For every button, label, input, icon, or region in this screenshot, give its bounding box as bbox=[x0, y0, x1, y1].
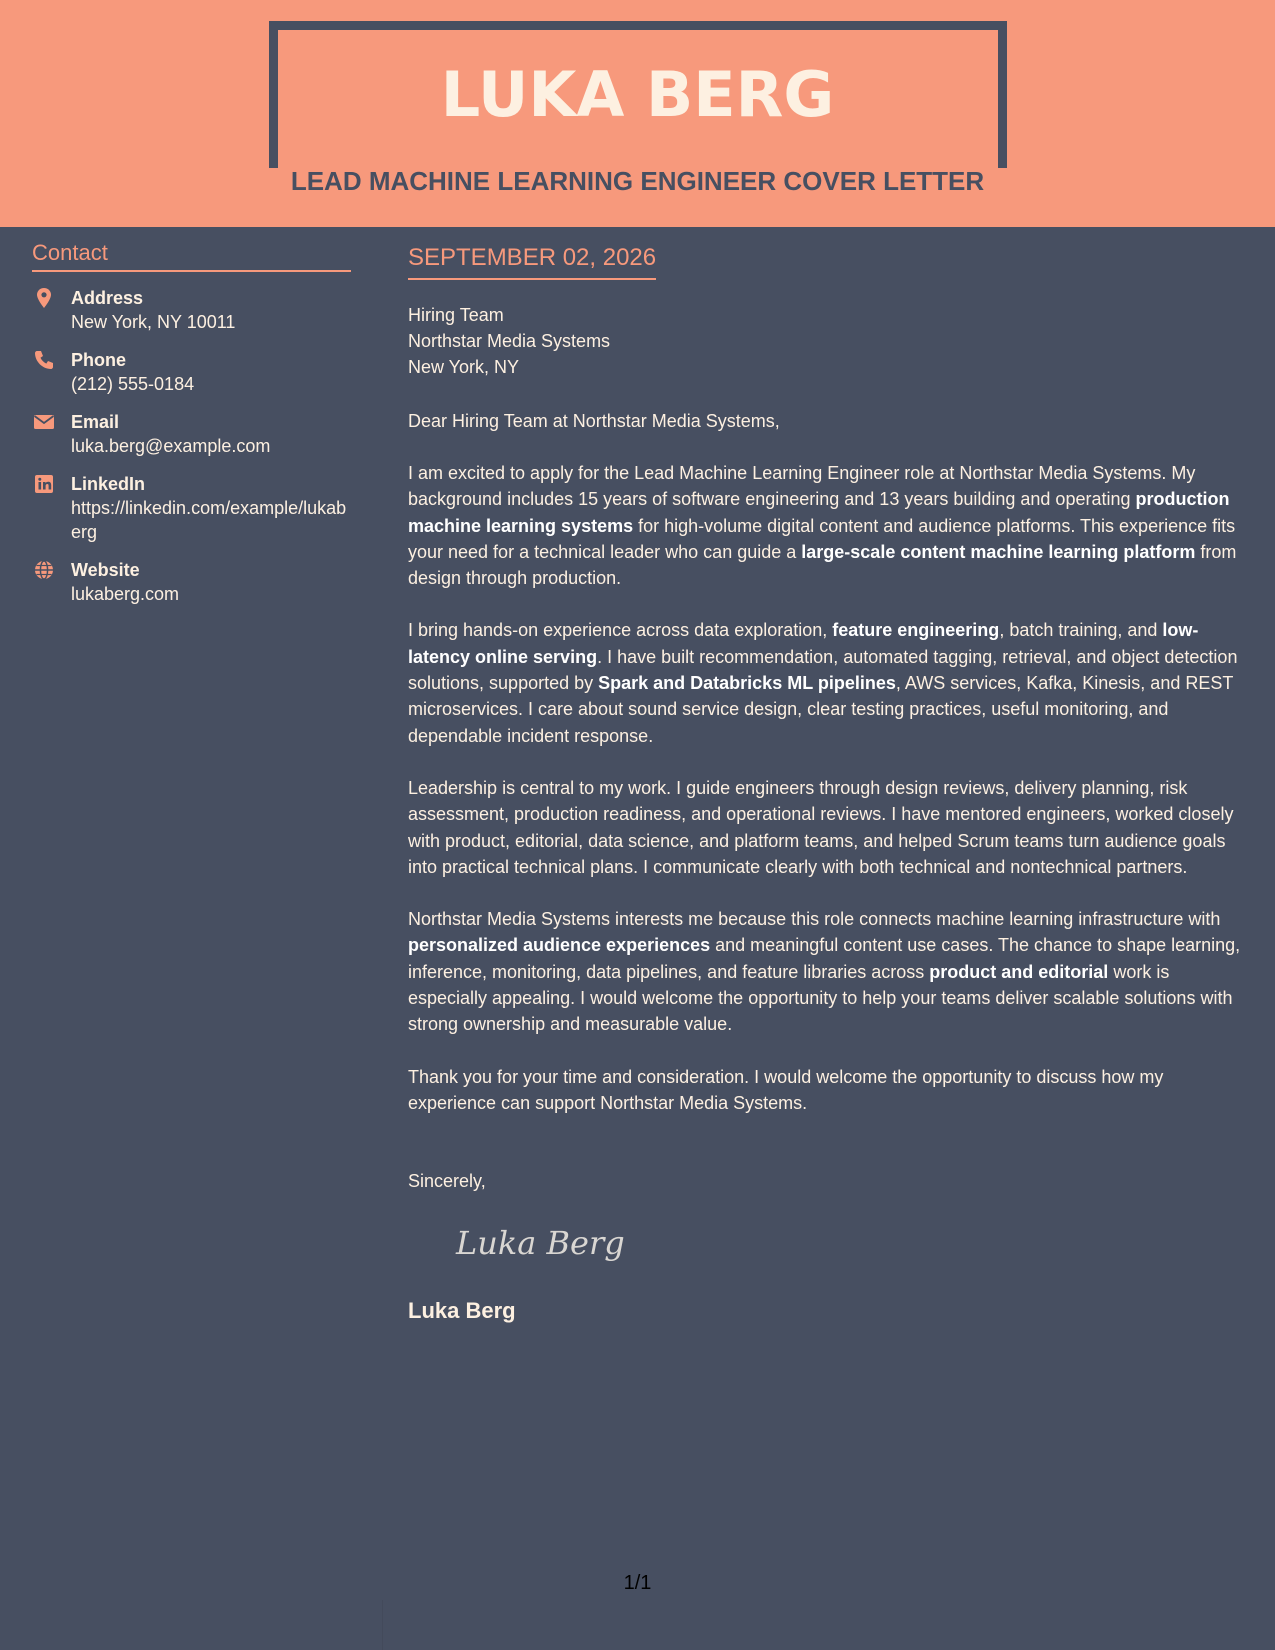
signature bbox=[454, 1216, 1250, 1272]
paragraph-text: I bring hands-on experience across data exploration, bbox=[408, 620, 833, 641]
contact-sidebar bbox=[32, 240, 351, 606]
paragraph-text: . I have built recommendation, automated tagging, retrieval, and object detection solutions, supported by bbox=[408, 646, 1238, 694]
globe-icon bbox=[32, 559, 56, 581]
signer-name: Luka Berg bbox=[408, 1298, 516, 1324]
signature-text: Luka Berg bbox=[456, 1224, 625, 1263]
paragraph-text: Northstar Media Systems interests me because this role connects machine learning infrastructure with bbox=[408, 909, 1221, 930]
salutation: Dear Hiring Team at Northstar Media Systems, bbox=[408, 411, 780, 431]
contact-linkedin bbox=[32, 472, 351, 544]
paragraph bbox=[408, 775, 1250, 880]
paragraph-text: and meaningful content use cases. The chance to shape learning, inference, monitoring, data pipelines, and feature libraries across bbox=[408, 935, 1241, 982]
email-label: Email bbox=[71, 412, 120, 432]
letter-body bbox=[408, 244, 1250, 1324]
address-label: Address bbox=[71, 288, 144, 308]
phone-label: Phone bbox=[71, 350, 127, 370]
contact-heading: Contact bbox=[32, 240, 351, 272]
document-title: LEAD MACHINE LEARNING ENGINEER COVER LETTER bbox=[290, 166, 985, 196]
paragraph-text: for high-volume digital content and audience platforms. This experience fits your need for a technical leader who can guide a bbox=[408, 515, 1236, 562]
recipient-line: Northstar Media Systems bbox=[408, 331, 611, 351]
divider bbox=[382, 1600, 383, 1650]
envelope-icon bbox=[32, 411, 56, 433]
recipient-block bbox=[408, 302, 1250, 380]
highlight-text: Spark and Databricks ML pipelines bbox=[598, 673, 896, 694]
phone-icon bbox=[32, 349, 56, 371]
paragraph bbox=[408, 460, 1250, 591]
paragraph bbox=[408, 1064, 1250, 1117]
paragraph-text: , batch training, and bbox=[999, 620, 1163, 641]
highlight-text: feature engineering bbox=[832, 620, 1000, 641]
highlight-text: product and editorial bbox=[929, 961, 1109, 982]
paragraph-text: Leadership is central to my work. I guide engineers through design reviews, delivery planning, risk assessment, production readiness, and operational reviews. I have mentored engineers, worked closely with product, editorial, data science, and platform teams, and helped Scrum teams turn audience goals into practical technical plans. I communicate clearly with both technical and nontechnical partners. bbox=[408, 777, 1234, 877]
closing: Sincerely, bbox=[408, 1171, 486, 1192]
address-value: New York, NY 10011 bbox=[71, 312, 236, 332]
linkedin-icon bbox=[32, 473, 56, 495]
letter-date: SEPTEMBER 02, 2026 bbox=[408, 244, 656, 280]
paragraph-text: , AWS services, Kafka, Kinesis, and REST microservices. I care about sound service design, clear testing practices, useful monitoring, and dependable incident response. bbox=[408, 673, 1234, 746]
contact-website bbox=[32, 558, 351, 606]
phone-value: (212) 555-0184 bbox=[71, 374, 195, 394]
highlight-text: large-scale content machine learning platform bbox=[801, 541, 1196, 562]
paragraph-text: from design through production. bbox=[408, 541, 1237, 589]
email-value: luka.berg@example.com bbox=[71, 436, 271, 456]
page-number: 1/1 bbox=[623, 1572, 652, 1594]
contact-email bbox=[32, 410, 351, 458]
linkedin-value[interactable]: https://linkedin.com/example/lukaberg bbox=[71, 498, 347, 542]
highlight-text: production machine learning systems bbox=[408, 489, 1230, 536]
contact-phone bbox=[32, 348, 351, 396]
linkedin-label: LinkedIn bbox=[71, 474, 146, 494]
paragraph bbox=[408, 617, 1250, 748]
recipient-line: Hiring Team bbox=[408, 305, 504, 325]
highlight-text: personalized audience experiences bbox=[408, 935, 711, 956]
paragraph-text: I am excited to apply for the Lead Machine Learning Engineer role at Northstar Media Systems. My background includes 15 years of software engineering and 13 years building and operating bbox=[408, 463, 1196, 510]
highlight-text: low-latency online serving bbox=[408, 620, 1199, 667]
map-pin-icon bbox=[32, 287, 56, 309]
paragraph-text: work is especially appealing. I would welcome the opportunity to help your teams deliver scalable solutions with strong ownership and measurable value. bbox=[408, 961, 1233, 1035]
applicant-name: LUKA BERG bbox=[440, 58, 835, 131]
paragraph bbox=[408, 906, 1250, 1037]
website-label: Website bbox=[71, 560, 140, 580]
contact-address bbox=[32, 286, 351, 334]
website-value[interactable]: lukaberg.com bbox=[71, 584, 180, 604]
recipient-line: New York, NY bbox=[408, 357, 520, 377]
paragraph-text: Thank you for your time and consideration. I would welcome the opportunity to discuss how my experience can support Northstar Media Systems. bbox=[408, 1066, 1164, 1113]
header-banner bbox=[0, 0, 1275, 227]
